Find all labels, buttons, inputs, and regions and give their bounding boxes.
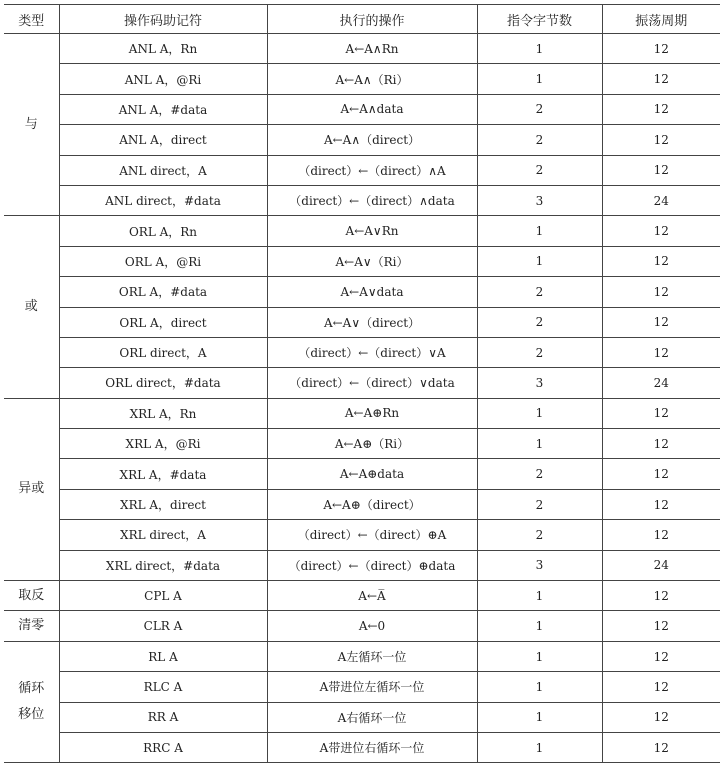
operation-cell: A右循环一位 <box>267 702 477 732</box>
operation-cell: A带进位左循环一位 <box>267 672 477 702</box>
cycles-cell: 12 <box>602 125 720 155</box>
table-row <box>4 185 720 215</box>
cycles-cell: 24 <box>602 550 720 580</box>
cycles-cell: 12 <box>602 398 720 428</box>
bytes-cell: 1 <box>477 581 602 611</box>
table-row <box>4 429 720 459</box>
operation-cell: A←A∧data <box>267 94 477 124</box>
mnemonic-cell: ANL A，#data <box>59 94 267 124</box>
table-row <box>4 520 720 550</box>
bytes-cell: 1 <box>477 611 602 641</box>
cycles-cell: 12 <box>602 459 720 489</box>
bytes-cell: 1 <box>477 732 602 762</box>
table-row <box>4 459 720 489</box>
table-row <box>4 277 720 307</box>
cycles-cell: 12 <box>602 216 720 246</box>
cycles-cell: 12 <box>602 94 720 124</box>
table-row <box>4 94 720 124</box>
category-cell: 取反 <box>4 581 59 611</box>
header-bytes: 指令字节数 <box>477 5 602 34</box>
header-cycles: 振荡周期 <box>602 5 720 34</box>
operation-cell: （direct）←（direct）∧A <box>267 155 477 185</box>
operation-cell: A←A⊕（direct） <box>267 489 477 519</box>
operation-cell: A带进位右循环一位 <box>267 732 477 762</box>
table-row <box>4 611 720 641</box>
mnemonic-cell: XRL direct，A <box>59 520 267 550</box>
mnemonic-cell: ANL A，@Ri <box>59 64 267 94</box>
header-row <box>4 5 720 34</box>
cycles-cell: 12 <box>602 277 720 307</box>
table-row <box>4 34 720 64</box>
category-cell: 清零 <box>4 611 59 641</box>
operation-cell: A←A∨data <box>267 277 477 307</box>
operation-cell: （direct）←（direct）⊕A <box>267 520 477 550</box>
operation-cell: A←A⊕Rn <box>267 398 477 428</box>
mnemonic-cell: ANL A，Rn <box>59 34 267 64</box>
category-cell: 或 <box>4 216 59 398</box>
bytes-cell: 1 <box>477 429 602 459</box>
table-header <box>4 5 720 34</box>
operation-cell: A←A∧（direct） <box>267 125 477 155</box>
operation-cell: A←0 <box>267 611 477 641</box>
cycles-cell: 12 <box>602 489 720 519</box>
category-cell: 异或 <box>4 398 59 580</box>
bytes-cell: 3 <box>477 185 602 215</box>
mnemonic-cell: RR A <box>59 702 267 732</box>
cycles-cell: 12 <box>602 732 720 762</box>
operation-cell: （direct）←（direct）∨data <box>267 368 477 398</box>
operation-cell: A←A∨Rn <box>267 216 477 246</box>
bytes-cell: 2 <box>477 520 602 550</box>
bytes-cell: 1 <box>477 216 602 246</box>
operation-cell: A←A⊕（Ri） <box>267 429 477 459</box>
operation-cell: A←A∨（Ri） <box>267 246 477 276</box>
mnemonic-cell: XRL A，#data <box>59 459 267 489</box>
bytes-cell: 1 <box>477 398 602 428</box>
bytes-cell: 1 <box>477 641 602 671</box>
table-row <box>4 155 720 185</box>
mnemonic-cell: ANL direct，#data <box>59 185 267 215</box>
mnemonic-cell: ANL direct，A <box>59 155 267 185</box>
bytes-cell: 2 <box>477 489 602 519</box>
bytes-cell: 1 <box>477 246 602 276</box>
mnemonic-cell: XRL direct，#data <box>59 550 267 580</box>
category-cell: 与 <box>4 34 59 216</box>
mnemonic-cell: CLR A <box>59 611 267 641</box>
bytes-cell: 2 <box>477 459 602 489</box>
bytes-cell: 1 <box>477 64 602 94</box>
operation-cell: （direct）←（direct）∧data <box>267 185 477 215</box>
cycles-cell: 12 <box>602 64 720 94</box>
cycles-cell: 12 <box>602 246 720 276</box>
mnemonic-cell: ORL direct，A <box>59 337 267 367</box>
table-row <box>4 672 720 702</box>
bytes-cell: 2 <box>477 277 602 307</box>
operation-cell: A←A∨（direct） <box>267 307 477 337</box>
bytes-cell: 3 <box>477 550 602 580</box>
cycles-cell: 24 <box>602 185 720 215</box>
mnemonic-cell: CPL A <box>59 581 267 611</box>
operation-cell: （direct）←（direct）⊕data <box>267 550 477 580</box>
table-row <box>4 702 720 732</box>
mnemonic-cell: XRL A，@Ri <box>59 429 267 459</box>
bytes-cell: 2 <box>477 307 602 337</box>
instruction-table <box>4 4 720 763</box>
operation-cell: A←A∧（Ri） <box>267 64 477 94</box>
mnemonic-cell: RL A <box>59 641 267 671</box>
cycles-cell: 12 <box>602 672 720 702</box>
bytes-cell: 1 <box>477 672 602 702</box>
cycles-cell: 12 <box>602 307 720 337</box>
table-body <box>4 34 720 763</box>
bytes-cell: 2 <box>477 94 602 124</box>
operation-cell: A←A⊕data <box>267 459 477 489</box>
operation-cell: A←A∧Rn <box>267 34 477 64</box>
bytes-cell: 3 <box>477 368 602 398</box>
mnemonic-cell: ORL A，#data <box>59 277 267 307</box>
bytes-cell: 2 <box>477 125 602 155</box>
mnemonic-cell: ORL A，Rn <box>59 216 267 246</box>
cycles-cell: 24 <box>602 368 720 398</box>
table-row <box>4 732 720 762</box>
cycles-cell: 12 <box>602 337 720 367</box>
mnemonic-cell: ANL A，direct <box>59 125 267 155</box>
header-type: 类型 <box>4 5 59 34</box>
mnemonic-cell: ORL A，direct <box>59 307 267 337</box>
header-mnemonic: 操作码助记符 <box>59 5 267 34</box>
category-cell: 循环移位 <box>4 641 59 763</box>
table-row <box>4 398 720 428</box>
cycles-cell: 12 <box>602 520 720 550</box>
operation-cell: （direct）←（direct）∨A <box>267 337 477 367</box>
table-row <box>4 581 720 611</box>
table-row <box>4 641 720 671</box>
table-row <box>4 125 720 155</box>
mnemonic-cell: ORL A，@Ri <box>59 246 267 276</box>
mnemonic-cell: RLC A <box>59 672 267 702</box>
cycles-cell: 12 <box>602 641 720 671</box>
bytes-cell: 1 <box>477 702 602 732</box>
cycles-cell: 12 <box>602 611 720 641</box>
table-row <box>4 246 720 276</box>
bytes-cell: 2 <box>477 337 602 367</box>
cycles-cell: 12 <box>602 155 720 185</box>
table-row <box>4 64 720 94</box>
bytes-cell: 1 <box>477 34 602 64</box>
header-operation: 执行的操作 <box>267 5 477 34</box>
cycles-cell: 12 <box>602 702 720 732</box>
mnemonic-cell: ORL direct，#data <box>59 368 267 398</box>
bytes-cell: 2 <box>477 155 602 185</box>
operation-cell: A左循环一位 <box>267 641 477 671</box>
cycles-cell: 12 <box>602 581 720 611</box>
operation-cell: A←A̅ <box>267 581 477 611</box>
table-row <box>4 368 720 398</box>
mnemonic-cell: XRL A，Rn <box>59 398 267 428</box>
table-row <box>4 216 720 246</box>
table-row <box>4 307 720 337</box>
table-row <box>4 337 720 367</box>
cycles-cell: 12 <box>602 34 720 64</box>
cycles-cell: 12 <box>602 429 720 459</box>
table-row <box>4 489 720 519</box>
table-row <box>4 550 720 580</box>
mnemonic-cell: RRC A <box>59 732 267 762</box>
mnemonic-cell: XRL A，direct <box>59 489 267 519</box>
